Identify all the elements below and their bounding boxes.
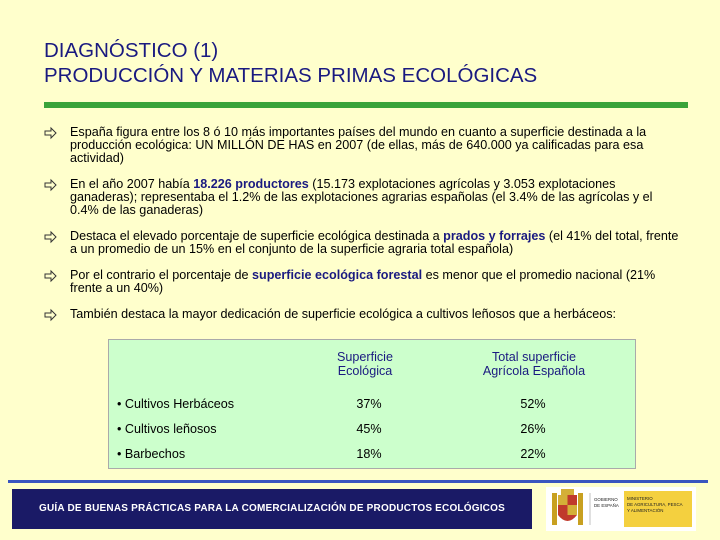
logo-min-line-2: DE AGRICULTURA, PESCA: [627, 502, 683, 507]
col-header-line: Superficie: [336, 350, 393, 364]
bullet-text-pre: En el año 2007 había: [70, 177, 194, 191]
row-eco-value: 37%: [356, 397, 382, 411]
bullet-text-post: es menor que el promedio nacional (21% frente a un 40%): [70, 268, 656, 295]
col-header-line: Ecológica: [337, 364, 393, 378]
footer-divider: [8, 480, 708, 483]
row-total-value: 52%: [520, 397, 546, 411]
row-eco-value: 45%: [356, 422, 382, 436]
arrow-right-icon: [44, 308, 58, 322]
title-line-1: DIAGNÓSTICO (1): [44, 39, 219, 62]
arrow-right-icon: [44, 126, 58, 140]
arrow-right-icon: [44, 269, 58, 283]
row-label: • Cultivos leñosos: [117, 422, 217, 436]
col-header-line: Agrícola Española: [482, 364, 586, 378]
arrow-right-icon: [44, 230, 58, 244]
footer-banner: GUÍA DE BUENAS PRÁCTICAS PARA LA COMERCIALIZACIÓN DE PRODUCTOS ECOLÓGICOS: [12, 489, 532, 529]
bullet-text-post: (15.173 explotaciones agrícolas y 3.053 explotaciones ganaderas); representaba el 1.2% de las explotaciones agrarias españolas (el 3.4% de las agrícolas y el 0.4% de las ganaderas): [70, 177, 653, 217]
title-divider: [44, 102, 688, 108]
logo-min-line-3: Y ALIMENTACIÓN: [627, 508, 664, 513]
bullet-text-post: (el 41% del total, frente a un promedio de un 15% en el conjunto de la superficie agraria total española): [70, 229, 679, 256]
row-label: • Barbechos: [117, 447, 186, 461]
bullet-item: [44, 126, 684, 165]
bullet-text: También destaca la mayor dedicación de superficie ecológica a cultivos leñosos que a herbáceos:: [70, 307, 617, 321]
bullet-item: [44, 230, 684, 256]
col-header-ecologica: [315, 350, 415, 378]
comparison-table: [108, 339, 636, 469]
title-line-2: PRODUCCIÓN Y MATERIAS PRIMAS ECOLÓGICAS: [44, 64, 538, 87]
bullet-list: [44, 126, 684, 334]
logo-gov-line-2: DE ESPAÑA: [594, 503, 619, 508]
arrow-right-icon: [44, 178, 58, 192]
bullet-text-pre: Por el contrario el porcentaje de: [70, 268, 253, 282]
bullet-item: [44, 178, 684, 217]
table-row: [109, 419, 635, 439]
logo-min-line-1: MINISTERIO: [627, 496, 653, 501]
government-ministry-logo: [546, 487, 696, 531]
bullet-text-pre: Destaca el elevado porcentaje de superficie ecológica destinada a: [70, 229, 444, 243]
row-total-value: 26%: [520, 422, 546, 436]
bullet-item: [44, 269, 684, 295]
row-label: • Cultivos Herbáceos: [117, 397, 235, 411]
row-eco-value: 18%: [356, 447, 382, 461]
bullet-item: [44, 308, 684, 321]
logo-gov-line-1: GOBIERNO: [594, 497, 618, 502]
bullet-highlight: prados y forrajes: [443, 229, 546, 243]
bullet-highlight: 18.226 productores: [193, 177, 309, 191]
slide-title: [44, 38, 684, 88]
table-row: [109, 394, 635, 414]
coat-of-arms-icon: [552, 489, 583, 525]
row-total-value: 22%: [520, 447, 546, 461]
table-row: [109, 444, 635, 464]
bullet-text: España figura entre los 8 ó 10 más importantes países del mundo en cuanto a superficie destinada a la producción ecológica: UN MILLÓN DE HAS en 2007 (de ellas, más de 640.000 ya calificadas para esa actividad): [70, 125, 647, 165]
bullet-highlight: superficie ecológica forestal: [252, 268, 423, 282]
col-header-total: [469, 350, 599, 378]
col-header-line: Total superficie: [492, 350, 576, 364]
